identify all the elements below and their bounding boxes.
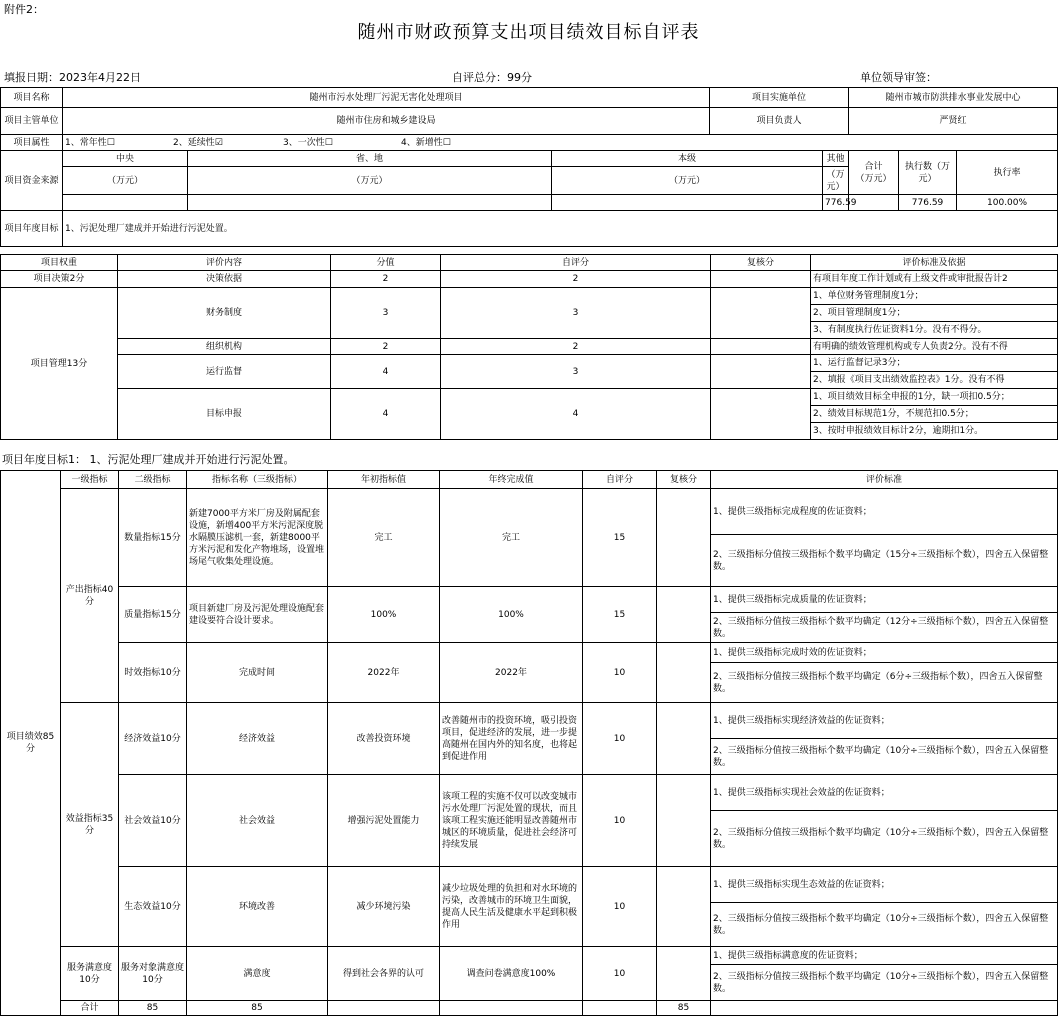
perf-self: 10 [583, 643, 657, 703]
total-blank [440, 1001, 583, 1016]
perf-self: 10 [583, 947, 657, 1001]
perf-name: 经济效益 [187, 703, 328, 775]
fund-col-other: 其他 [823, 151, 849, 167]
mgmt-h-self: 自评分 [441, 255, 711, 271]
output-label: 产出指标40分 [61, 489, 119, 703]
perf-l2: 数量指标15分 [119, 489, 187, 587]
fill-date: 填报日期：2023年4月22日 [4, 71, 141, 84]
decision-self: 2 [441, 271, 711, 288]
dept-label: 项目主管单位 [1, 108, 63, 135]
perf-std-line: 1、提供三级指标满意度的佐证资料； [711, 947, 1058, 965]
mgmt-review [711, 288, 811, 339]
page-title: 随州市财政预算支出项目绩效目标自评表 [357, 22, 700, 43]
perf-h-name: 指标名称（三级指标） [187, 471, 328, 489]
perf-name: 社会效益 [187, 775, 328, 867]
perf-std-line: 2、三级指标分值按三级指标个数平均确定（10分÷三级指标个数），四舍五入保留整数。 [711, 811, 1058, 867]
leader-sign: 单位领导审签： [860, 71, 937, 84]
exec-rate: 100.00% [957, 195, 1058, 211]
local-value [552, 195, 823, 211]
mgmt-self: 3 [441, 355, 711, 389]
mgmt-h-std: 评价标准及依据 [811, 255, 1058, 271]
perf-std-line: 1、提供三级指标实现生态效益的佐证资料； [711, 867, 1058, 903]
total-label: 合计 [61, 1001, 119, 1016]
perf-std-line: 2、三级指标分值按三级指标个数平均确定（10分÷三级指标个数），四舍五入保留整数。 [711, 739, 1058, 775]
attr-option-1: 1、常年性☐ [65, 137, 115, 148]
perf-init: 减少环境污染 [328, 867, 440, 947]
perf-l2: 质量指标15分 [119, 587, 187, 643]
perf-init: 2022年 [328, 643, 440, 703]
decision-score: 2 [331, 271, 441, 288]
perf-name: 新建7000平方米厂房及附属配套设施，新增400平方米污泥深度脱水隔膜压滤机一套，新建8000平方米污泥和发化产物堆场，设置堆场尾气收集处理设施。 [187, 489, 328, 587]
perf-std-line: 1、提供三级指标实现社会效益的佐证资料； [711, 775, 1058, 811]
perf-h-l1: 一级指标 [61, 471, 119, 489]
annual-goal: 1、污泥处理厂建成并开始进行污泥处置。 [63, 211, 1058, 247]
perf-review [657, 643, 711, 703]
decision-item: 决策依据 [118, 271, 331, 288]
perf-std-line: 1、提供三级指标完成程度的佐证资料； [711, 489, 1058, 535]
perf-h-self: 自评分 [583, 471, 657, 489]
decision-std: 有项目年度工作计划或有上级文件或审批报告计2 [811, 271, 1058, 288]
fill-info-row [0, 70, 1057, 86]
fund-col-local: 本级 [552, 151, 823, 167]
perf-final: 完工 [440, 489, 583, 587]
perf-self: 10 [583, 867, 657, 947]
total-blank [711, 1001, 1058, 1016]
total-l2: 85 [187, 1001, 328, 1016]
perf-init: 得到社会各界的认可 [328, 947, 440, 1001]
perf-l2: 经济效益10分 [119, 703, 187, 775]
dept-value: 随州市住房和城乡建设局 [63, 108, 710, 135]
fund-col-total: 合计 （万元） [849, 151, 899, 195]
fund-col-central: 中央 [63, 151, 188, 167]
impl-unit-label: 项目实施单位 [710, 88, 849, 108]
total-self: 85 [657, 1001, 711, 1016]
perf-label: 项目绩效85分 [1, 471, 61, 1016]
perf-std-line: 2、三级指标分值按三级指标个数平均确定（10分÷三级指标个数），四舍五入保留整数。 [711, 903, 1058, 947]
perf-std-line: 2、三级指标分值按三级指标个数平均确定（6分÷三级指标个数），四舍五入保留整数。 [711, 663, 1058, 703]
mgmt-std-line: 2、填报《项目支出绩效监控表》1分。没有不得 [811, 372, 1058, 389]
perf-std-line: 2、三级指标分值按三级指标个数平均确定（12分÷三级指标个数），四舍五入保留整数。 [711, 613, 1058, 643]
perf-final: 改善随州市的投资环境，吸引投资项目，促进经济的发展，进一步提高随州在国内外的知名度，也将起到促进作用 [440, 703, 583, 775]
mgmt-review [711, 339, 811, 355]
goal1-line: 项目年度目标1： 1、污泥处理厂建成并开始进行污泥处置。 [2, 453, 295, 466]
mgmt-std-line: 2、项目管理制度1分； [811, 305, 1058, 322]
mgmt-item: 组织机构 [118, 339, 331, 355]
total-l1: 85 [119, 1001, 187, 1016]
perf-table [0, 470, 1058, 1016]
mgmt-item: 财务制度 [118, 288, 331, 339]
attr-option-3: 3、一次性☐ [283, 137, 333, 148]
decision-review [711, 271, 811, 288]
perf-final: 调查问卷满意度100% [440, 947, 583, 1001]
mgmt-std-line: 1、运行监督记录3分； [811, 355, 1058, 372]
perf-final: 2022年 [440, 643, 583, 703]
central-value [63, 195, 188, 211]
perf-l2: 生态效益10分 [119, 867, 187, 947]
unit-province: （万元） [188, 167, 552, 195]
unit-central: （万元） [63, 167, 188, 195]
mgmt-score: 3 [331, 288, 441, 339]
annual-goal-label: 项目年度目标 [1, 211, 63, 247]
perf-h-final: 年终完成值 [440, 471, 583, 489]
perf-self: 15 [583, 587, 657, 643]
perf-name: 环境改善 [187, 867, 328, 947]
mgmt-h-weight: 项目权重 [1, 255, 118, 271]
perf-init: 改善投资环境 [328, 703, 440, 775]
perf-final: 该项工程的实施不仅可以改变城市污水处理厂污泥处置的现状，而且该项工程实施还能明显改善随州市城区的环境质量，促进社会经济可持续发展 [440, 775, 583, 867]
leader-value: 严贤红 [849, 108, 1058, 135]
mgmt-self: 4 [441, 389, 711, 440]
perf-name: 项目新建厂房及污泥处理设施配套建设要符合设计要求。 [187, 587, 328, 643]
decision-label: 项目决策2分 [1, 271, 118, 288]
perf-std-line: 1、提供三级指标完成质量的佐证资料； [711, 587, 1058, 613]
other-value: 776.59 [823, 195, 849, 211]
attr-label: 项目属性 [1, 135, 63, 151]
mgmt-item: 目标申报 [118, 389, 331, 440]
fund-label: 项目资金来源 [1, 151, 63, 211]
perf-final: 减少垃圾处理的负担和对水环境的污染，改善城市的环境卫生面貌，提高人民生活及健康水平起到积极作用 [440, 867, 583, 947]
mgmt-self: 2 [441, 339, 711, 355]
mgmt-std-line: 3、有制度执行佐证资料1分。没有不得分。 [811, 322, 1058, 339]
perf-review [657, 489, 711, 587]
service-label: 服务满意度10分 [61, 947, 119, 1001]
mgmt-h-content: 评价内容 [118, 255, 331, 271]
mgmt-std-line: 有明确的绩效管理机构或专人负责2分。没有不得 [811, 339, 1058, 355]
perf-final: 100% [440, 587, 583, 643]
unit-other: （万元） [823, 167, 849, 195]
perf-self: 10 [583, 703, 657, 775]
project-name: 随州市污水处理厂污泥无害化处理项目 [63, 88, 710, 108]
mgmt-h-review: 复核分 [711, 255, 811, 271]
attr-option-2: 2、延续性☑ [173, 137, 223, 148]
mgmt-review [711, 355, 811, 389]
mgmt-h-score: 分值 [331, 255, 441, 271]
perf-h-std: 评价标准 [711, 471, 1058, 489]
self-total: 自评总分：99分 [452, 71, 532, 84]
impl-unit: 随州市城市防洪排水事业发展中心 [849, 88, 1058, 108]
mgmt-score: 2 [331, 339, 441, 355]
perf-std-line: 2、三级指标分值按三级指标个数平均确定（10分÷三级指标个数），四舍五入保留整数。 [711, 965, 1058, 1001]
perf-l2: 社会效益10分 [119, 775, 187, 867]
fund-col-province: 省、地 [188, 151, 552, 167]
perf-std-line: 1、提供三级指标完成时效的佐证资料； [711, 643, 1058, 663]
perf-review [657, 947, 711, 1001]
mgmt-table [0, 254, 1058, 440]
perf-review [657, 775, 711, 867]
mgmt-self: 3 [441, 288, 711, 339]
perf-std-line: 2、三级指标分值按三级指标个数平均确定（15分÷三级指标个数），四舍五入保留整数。 [711, 535, 1058, 587]
perf-h-l2: 二级指标 [119, 471, 187, 489]
perf-init: 完工 [328, 489, 440, 587]
fund-col-rate: 执行率 [957, 151, 1058, 195]
total-blank [583, 1001, 657, 1016]
unit-local: （万元） [552, 167, 823, 195]
mgmt-review [711, 389, 811, 440]
perf-review [657, 703, 711, 775]
perf-h-review: 复核分 [657, 471, 711, 489]
mgmt-std-line: 3、按时申报绩效目标计2分，逾期扣1分。 [811, 423, 1058, 440]
mgmt-std-line: 2、绩效目标规范1分，不规范扣0.5分； [811, 406, 1058, 423]
mgmt-score: 4 [331, 355, 441, 389]
mgmt-std-line: 1、单位财务管理制度1分； [811, 288, 1058, 305]
perf-init: 100% [328, 587, 440, 643]
exec-value: 776.59 [899, 195, 957, 211]
mgmt-item: 运行监督 [118, 355, 331, 389]
perf-review [657, 867, 711, 947]
attr-options [63, 135, 1058, 151]
info-table [0, 87, 1058, 247]
fund-col-exec: 执行数（万元） [899, 151, 957, 195]
perf-self: 15 [583, 489, 657, 587]
perf-review [657, 587, 711, 643]
perf-l2: 服务对象满意度10分 [119, 947, 187, 1001]
total-blank [328, 1001, 440, 1016]
perf-h-init: 年初指标值 [328, 471, 440, 489]
perf-self: 10 [583, 775, 657, 867]
perf-name: 满意度 [187, 947, 328, 1001]
mgmt-label: 项目管理13分 [1, 288, 118, 440]
project-name-label: 项目名称 [1, 88, 63, 108]
province-value [188, 195, 552, 211]
attachment-label: 附件2： [4, 3, 44, 16]
leader-label: 项目负责人 [710, 108, 849, 135]
perf-init: 增强污泥处置能力 [328, 775, 440, 867]
mgmt-score: 4 [331, 389, 441, 440]
attr-option-4: 4、新增性☐ [401, 137, 451, 148]
perf-l2: 时效指标10分 [119, 643, 187, 703]
mgmt-std-line: 1、项目绩效目标全申报的1分，缺一项扣0.5分； [811, 389, 1058, 406]
perf-std-line: 1、提供三级指标实现经济效益的佐证资料； [711, 703, 1058, 739]
benefit-label: 效益指标35分 [61, 703, 119, 947]
perf-name: 完成时间 [187, 643, 328, 703]
